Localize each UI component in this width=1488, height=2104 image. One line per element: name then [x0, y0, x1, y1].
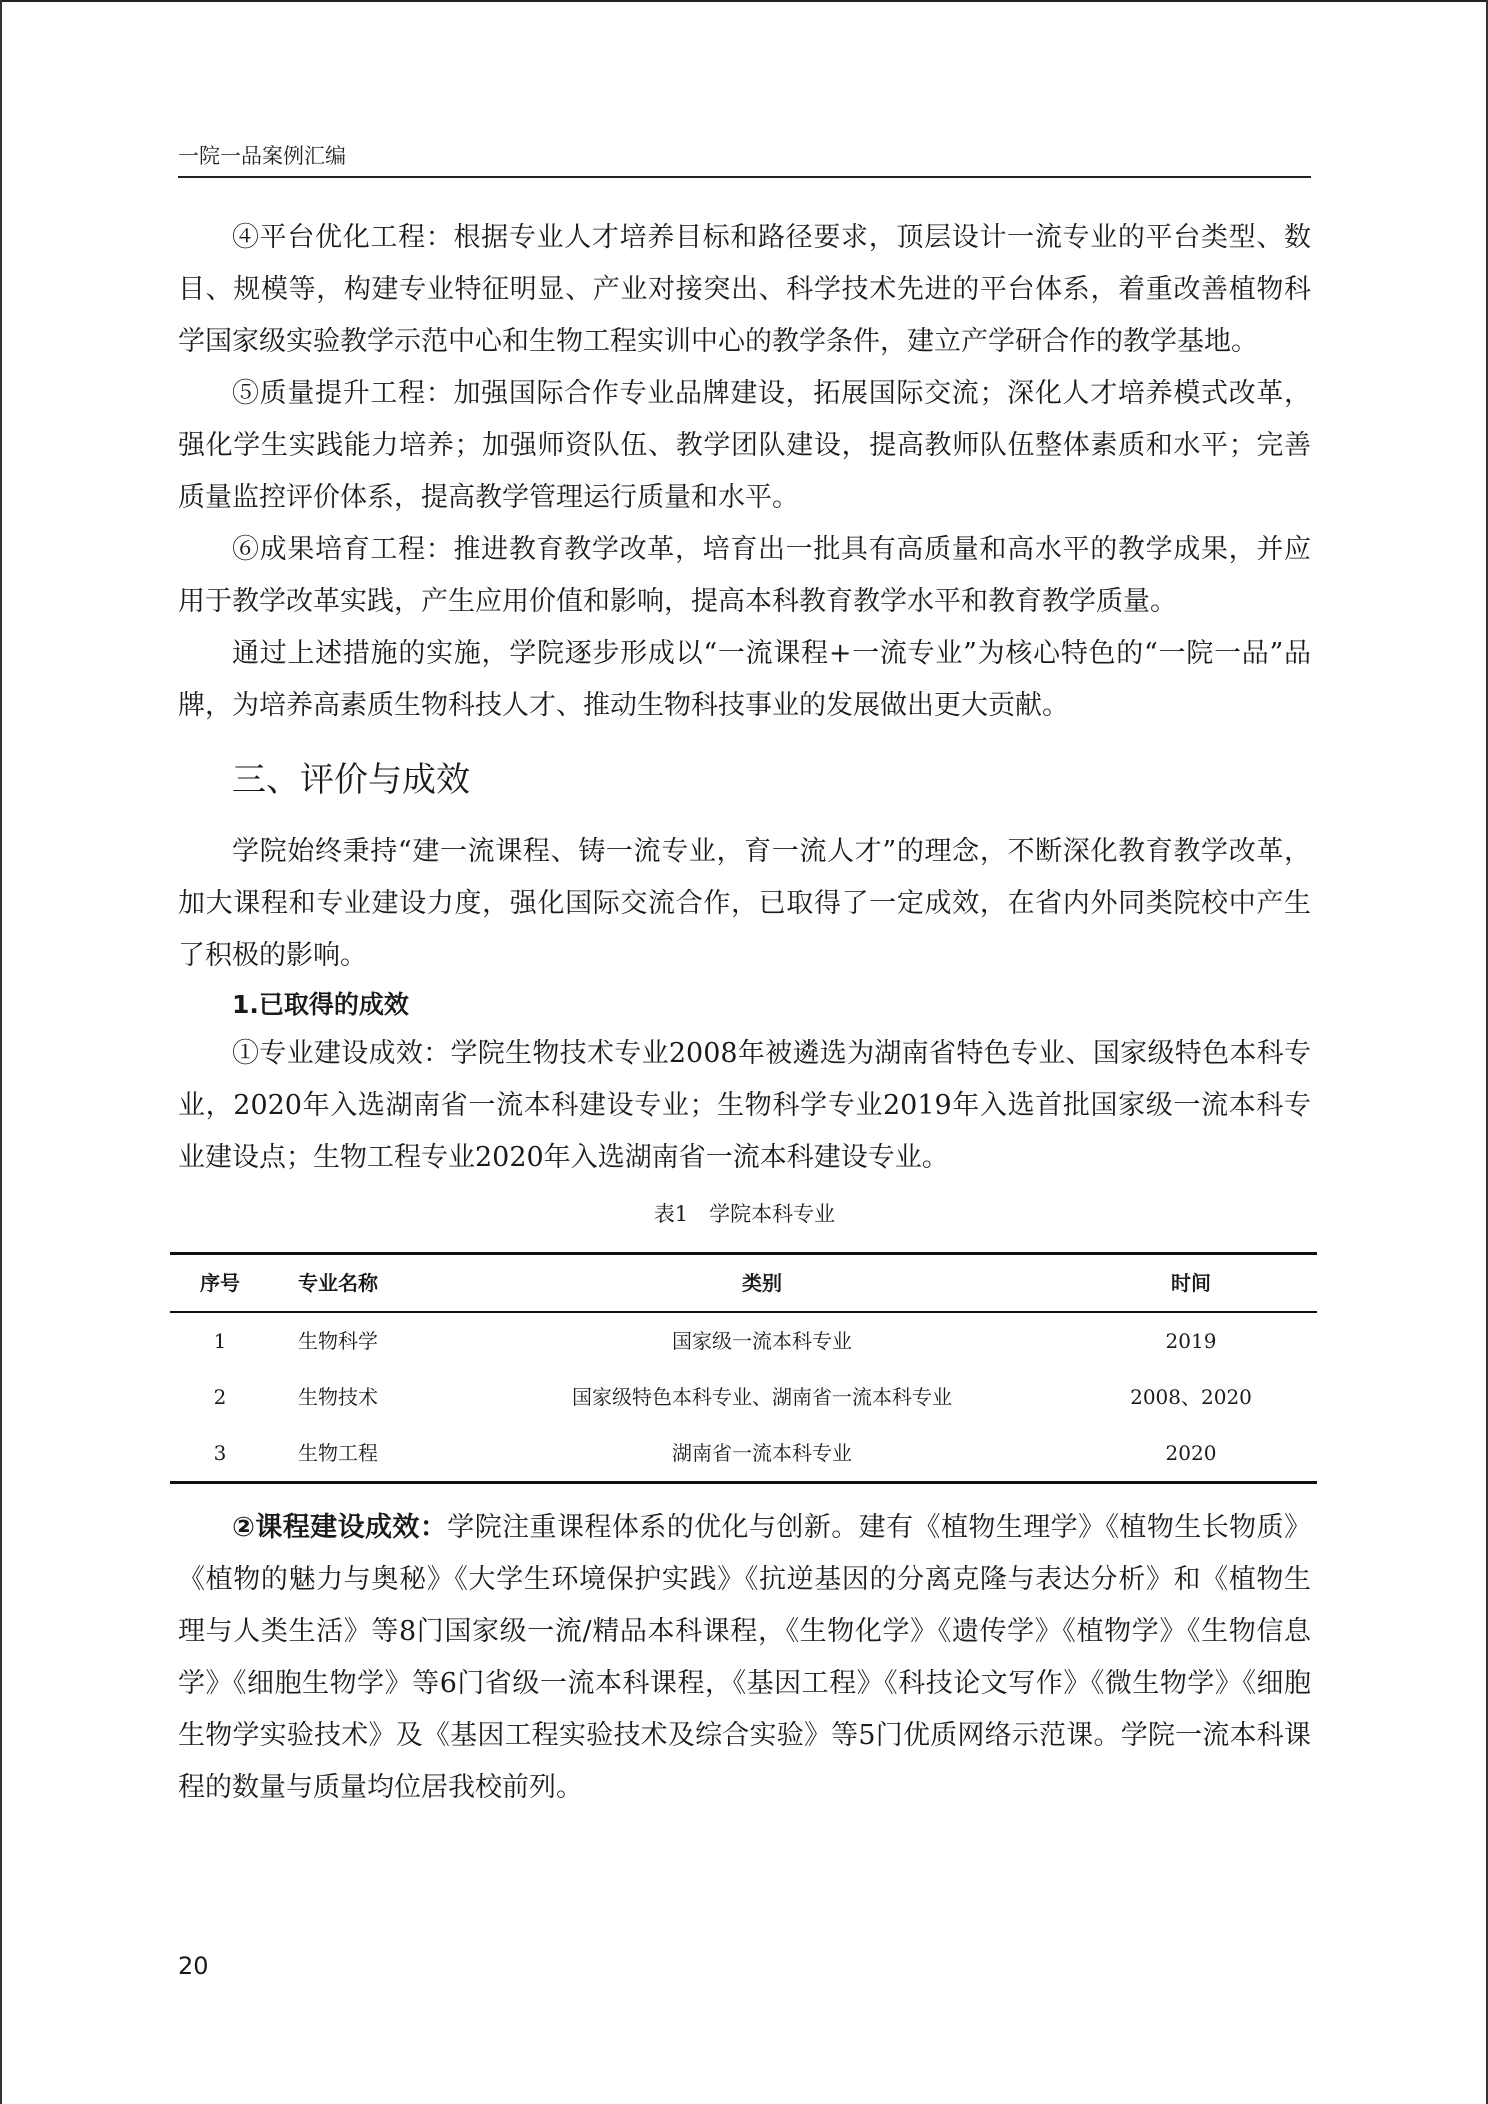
column-header-category: 类别	[459, 1254, 1065, 1313]
paragraph-major-achievement: ①专业建设成效：学院生物技术专业2008年被遴选为湖南省特色专业、国家级特色本科专业，2020年入选湖南省一流本科建设专业；生物科学专业2019年入选首批国家级一流本科专业建设点；生物工程专业2020年入选湖南省一流本科建设专业。	[178, 1038, 1311, 1173]
page-number: 20	[178, 1952, 209, 1980]
cell-major: 生物技术	[298, 1385, 378, 1409]
cell-year: 2019	[1165, 1329, 1217, 1353]
section-heading: 三、评价与成效	[232, 760, 470, 800]
course-achievement-text: 学院注重课程体系的优化与创新。建有《植物生理学》《植物生长物质》《植物的魅力与奥秘》《大学生环境保护实践》《抗逆基因的分离克隆与表达分析》和《植物生理与人类生活》等8门国家级一流/精品本科课程，《生物化学》《遗传学》《植物学》《生物信息学》《细胞生物学》等6门省级一流本科课程，《基因工程》《科技论文写作》《微生物学》《细胞生物学实验技术》及《基因工程实验技术及综合实验》等5门优质网络示范课。学院一流本科课程的数量与质量均位居我校前列。	[178, 1512, 1311, 1803]
cell-index: 1	[213, 1329, 227, 1353]
page-top-border	[0, 0, 1488, 2]
course-achievement-lead: ②课程建设成效：	[232, 1512, 448, 1543]
cell-index: 2	[213, 1385, 227, 1409]
cell-category: 湖南省一流本科专业	[672, 1441, 852, 1465]
table-row	[170, 1312, 1317, 1369]
paragraph-platform: ④平台优化工程：根据专业人才培养目标和路径要求，顶层设计一流专业的平台类型、数目、规模等，构建专业特征明显、产业对接突出、科学技术先进的平台体系，着重改善植物科学国家级实验教学示范中心和生物工程实训中心的教学条件，建立产学研合作的教学基地。	[178, 222, 1311, 357]
cell-year: 2020	[1165, 1441, 1217, 1465]
cell-major: 生物工程	[298, 1441, 378, 1465]
paragraph-course-achievement	[178, 1502, 1311, 1814]
paragraph-summary: 通过上述措施的实施，学院逐步形成以“一流课程+一流专业”为核心特色的“一院一品”品牌，为培养高素质生物科技人才、推动生物科技事业的发展做出更大贡献。	[178, 638, 1311, 721]
column-header-index: 序号	[170, 1254, 270, 1313]
paragraph-results: ⑥成果培育工程：推进教育教学改革，培育出一批具有高质量和高水平的教学成果，并应用于教学改革实践，产生应用价值和影响，提高本科教育教学水平和教育教学质量。	[178, 534, 1311, 617]
cell-index: 3	[213, 1441, 227, 1465]
paragraph-quality: ⑤质量提升工程：加强国际合作专业品牌建设，拓展国际交流；深化人才培养模式改革，强化学生实践能力培养；加强师资队伍、教学团队建设，提高教师队伍整体素质和水平；完善质量监控评价体系，提高教学管理运行质量和水平。	[178, 378, 1311, 513]
table-caption: 表1 学院本科专业	[653, 1202, 836, 1226]
cell-year: 2008、2020	[1130, 1385, 1252, 1409]
paragraph-section-intro: 学院始终秉持“建一流课程、铸一流专业，育一流人才”的理念，不断深化教育教学改革，加大课程和专业建设力度，强化国际交流合作，已取得了一定成效，在省内外同类院校中产生了积极的影响。	[178, 836, 1311, 971]
cell-category: 国家级一流本科专业	[672, 1329, 852, 1353]
table-row	[170, 1369, 1317, 1425]
cell-category: 国家级特色本科专业、湖南省一流本科专业	[572, 1385, 952, 1409]
column-header-major: 专业名称	[270, 1254, 459, 1313]
page-body	[178, 212, 1311, 1814]
table-header-row	[170, 1254, 1317, 1313]
cell-major: 生物科学	[298, 1329, 378, 1353]
table-row	[170, 1425, 1317, 1483]
page-left-border	[0, 0, 2, 2104]
majors-table	[170, 1252, 1317, 1484]
sub-heading: 1.已取得的成效	[232, 990, 409, 1019]
column-header-year: 时间	[1065, 1254, 1317, 1313]
running-header: 一院一品案例汇编	[178, 140, 1311, 178]
